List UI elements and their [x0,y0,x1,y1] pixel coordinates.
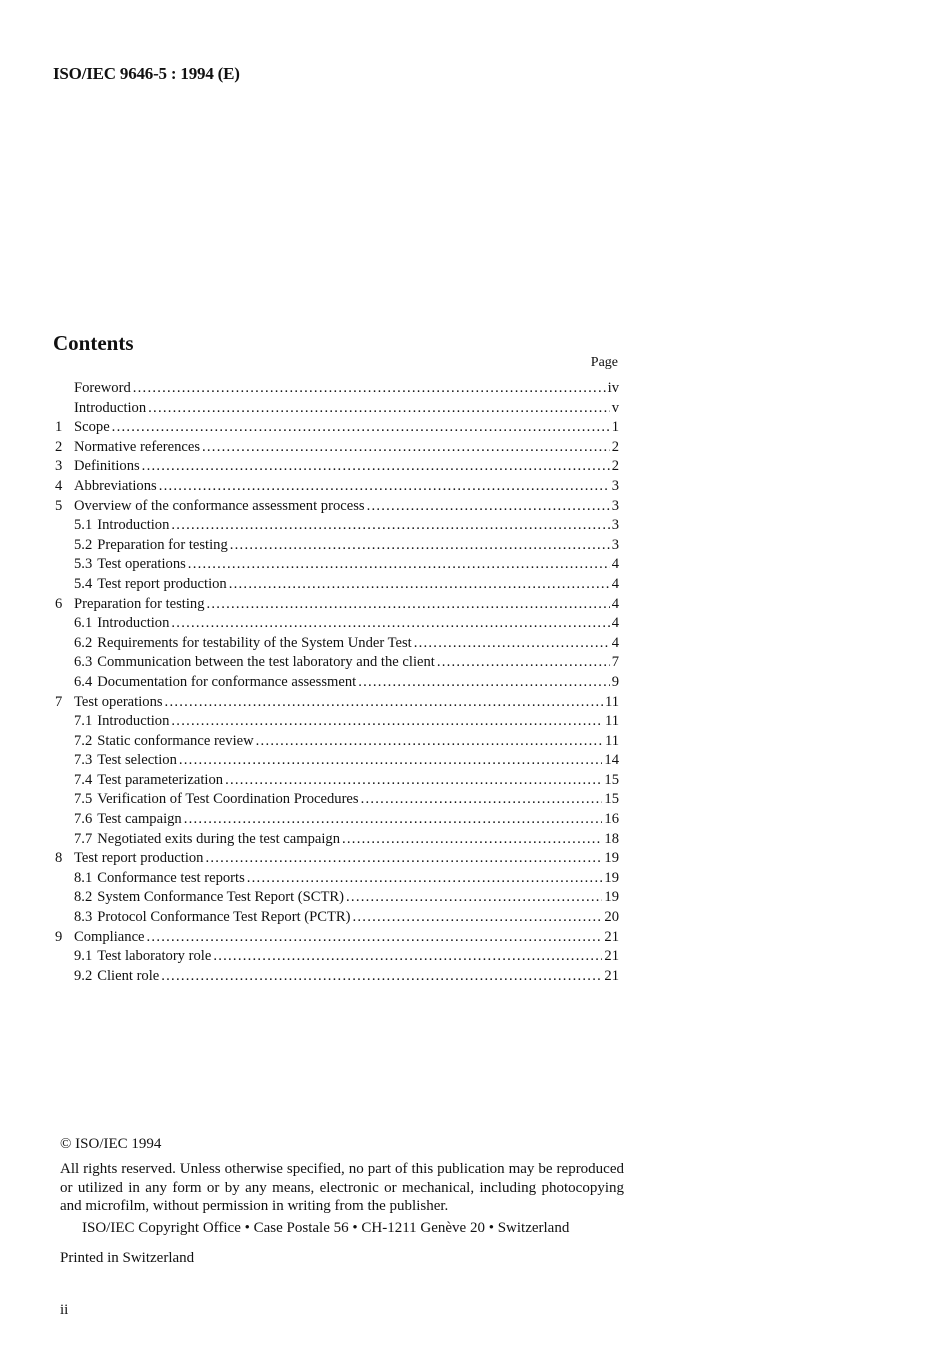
toc-entry-title: Static conformance review [97,732,254,749]
toc-entry-page: iv [607,380,619,396]
toc-entry [55,634,619,654]
toc-leader-dots [171,614,609,634]
toc-leader-dots [179,751,603,771]
toc-entry [55,379,619,399]
toc-entry-page: 16 [604,811,619,828]
toc-entry-page: 15 [604,771,619,788]
toc-entry-title: Scope [74,419,110,436]
toc-entry-page: 19 [604,850,619,867]
toc-entry [55,653,619,673]
toc-entry [55,497,619,517]
toc-entry-page: 11 [604,713,619,730]
toc-entry-number: 5.1 [74,517,93,534]
toc-entry-number: 7.1 [74,713,93,730]
toc-entry [55,516,619,536]
toc-entry-number: 6.1 [74,615,93,632]
toc-entry-title: Protocol Conformance Test Report (PCTR) [97,909,351,926]
toc-entry-page: 19 [604,889,619,906]
copyright-office-address: ISO/IEC Copyright Office • Case Postale 56 • CH-1211 Genève 20 • Switzerland [82,1220,570,1236]
toc-entry-title: Preparation for testing [97,536,228,553]
toc-entry-title: System Conformance Test Report (SCTR) [97,889,345,906]
toc-leader-dots [342,830,602,850]
toc-entry-page: 4 [611,595,619,612]
toc-entry-page: 11 [604,693,619,710]
toc-entry [55,575,619,595]
toc-entry-number: 8 [55,850,63,867]
toc-leader-dots [207,595,610,615]
page-column-label: Page [590,355,618,370]
toc-leader-dots [161,967,602,987]
toc-leader-dots [159,477,610,497]
toc-entry-page: 4 [611,615,619,632]
toc-entry-title: Test operations [74,693,163,710]
toc-entry-number: 9 [55,928,63,945]
toc-entry-number: 6.4 [74,673,93,690]
toc-entry-page: 4 [611,575,619,592]
toc-entry-title: Communication between the test laboratory and the client [97,654,435,671]
toc-leader-dots [148,399,610,419]
toc-entry-title: Definitions [74,458,140,475]
toc-entry-number: 4 [55,477,63,494]
toc-entry-number: 8.2 [74,889,93,906]
toc-entry-number: 7.3 [74,752,93,769]
toc-leader-dots [353,908,603,928]
toc-entry-number: 2 [55,438,63,455]
page-number: ii [60,1302,69,1318]
toc-entry-title: Test parameterization [97,771,224,788]
toc-leader-dots [171,712,603,732]
toc-entry-number: 7.5 [74,791,93,808]
toc-leader-dots [256,732,603,752]
toc-entry-title: Test report production [97,575,227,592]
table-of-contents [55,379,619,986]
toc-entry-title: Introduction [97,615,170,632]
toc-entry-title: Preparation for testing [74,595,205,612]
toc-entry-title: Introduction [97,517,170,534]
toc-entry-title: Test campaign [97,811,182,828]
toc-entry [55,693,619,713]
toc-entry-title: Conformance test reports [97,869,245,886]
toc-entry-number: 8.1 [74,869,93,886]
toc-leader-dots [225,771,602,791]
toc-entry-page: 2 [611,458,619,475]
toc-entry-number: 1 [55,419,63,436]
toc-leader-dots [358,673,609,693]
toc-entry-page: 19 [604,869,619,886]
toc-entry [55,771,619,791]
toc-leader-dots [247,869,603,889]
toc-entry-page: 11 [604,732,619,749]
toc-leader-dots [230,536,610,556]
toc-entry [55,673,619,693]
toc-entry [55,947,619,967]
toc-entry-page: 3 [611,517,619,534]
toc-leader-dots [171,516,609,536]
toc-entry [55,790,619,810]
toc-entry [55,595,619,615]
toc-entry-number: 7.2 [74,732,93,749]
toc-leader-dots [112,418,610,438]
toc-entry [55,555,619,575]
toc-leader-dots [229,575,610,595]
toc-entry-page: 3 [611,497,619,514]
toc-entry-number: 6.3 [74,654,93,671]
toc-entry-title: Abbreviations [74,477,157,494]
toc-entry-number: 5.4 [74,575,93,592]
toc-entry [55,830,619,850]
toc-entry-page: 18 [604,830,619,847]
toc-leader-dots [205,849,602,869]
toc-entry [55,869,619,889]
toc-leader-dots [165,693,603,713]
toc-entry-page: 21 [604,967,619,984]
toc-entry-page: 4 [611,556,619,573]
toc-leader-dots [346,888,602,908]
toc-entry-page: 2 [611,438,619,455]
toc-leader-dots [184,810,603,830]
toc-entry [55,810,619,830]
toc-entry-page: 21 [604,928,619,945]
toc-entry-number: 9.2 [74,967,93,984]
toc-entry-number: 7 [55,693,63,710]
toc-entry-title: Normative references [74,438,200,455]
toc-entry-number: 5.2 [74,536,93,553]
toc-entry-page: 7 [611,654,619,671]
toc-entry-page: 4 [611,634,619,651]
toc-entry [55,888,619,908]
toc-entry [55,536,619,556]
toc-entry-page: 20 [604,909,619,926]
toc-entry [55,967,619,987]
toc-leader-dots [202,438,610,458]
toc-leader-dots [367,497,610,517]
toc-entry [55,928,619,948]
toc-entry-title: Introduction [97,713,170,730]
toc-entry-number: 5.3 [74,556,93,573]
toc-entry-number: 6.2 [74,634,93,651]
toc-entry-page: 21 [604,948,619,965]
toc-entry-number: 5 [55,497,63,514]
toc-leader-dots [361,790,603,810]
toc-leader-dots [188,555,610,575]
toc-entry-page: 3 [611,477,619,494]
copyright-notice: © ISO/IEC 1994 [60,1136,162,1152]
toc-leader-dots [414,634,610,654]
toc-entry-title: Test operations [97,556,186,573]
toc-leader-dots [213,947,602,967]
toc-entry-number: 3 [55,458,63,475]
toc-entry-title: Test selection [97,752,177,769]
toc-entry-title: Verification of Test Coordination Procedures [97,791,359,808]
toc-entry [55,477,619,497]
toc-entry-page: v [611,399,619,416]
toc-entry [55,732,619,752]
toc-entry-number: 8.3 [74,909,93,926]
toc-entry-number: 6 [55,595,63,612]
contents-title: Contents [53,331,134,355]
toc-entry [55,849,619,869]
toc-entry-title: Client role [97,967,160,984]
toc-entry-page: 14 [604,752,619,769]
toc-entry-title: Documentation for conformance assessment [97,673,357,690]
toc-leader-dots [437,653,610,673]
toc-entry [55,751,619,771]
toc-entry-title: Compliance [74,928,145,945]
toc-entry-number: 7.6 [74,811,93,828]
toc-entry-title: Foreword [74,380,131,396]
toc-entry [55,712,619,732]
toc-entry-title: Negotiated exits during the test campaign [97,830,341,847]
toc-entry-title: Test laboratory role [97,948,212,965]
toc-leader-dots [133,379,606,399]
toc-leader-dots [142,457,610,477]
rights-statement: All rights reserved. Unless otherwise specified, no part of this publication may be reproduced or utilized in any form or by any means, electronic or mechanical, including photocopying and microfilm, without permission in writing from the publisher. [60,1161,624,1214]
toc-entry-page: 1 [611,419,619,436]
toc-entry-title: Introduction [74,399,147,416]
toc-entry-page: 15 [604,791,619,808]
toc-entry [55,418,619,438]
document-id: ISO/IEC 9646-5 : 1994 (E) [53,64,240,83]
toc-entry [55,438,619,458]
toc-entry [55,399,619,419]
toc-entry [55,457,619,477]
toc-entry-number: 7.4 [74,771,93,788]
toc-entry-page: 3 [611,536,619,553]
toc-entry-number: 7.7 [74,830,93,847]
printed-in: Printed in Switzerland [60,1250,195,1266]
toc-entry-title: Requirements for testability of the System Under Test [97,634,412,651]
toc-leader-dots [147,928,603,948]
toc-entry [55,614,619,634]
toc-entry [55,908,619,928]
toc-entry-number: 9.1 [74,948,93,965]
toc-entry-title: Test report production [74,850,204,867]
toc-entry-page: 9 [611,673,619,690]
toc-entry-title: Overview of the conformance assessment process [74,497,365,514]
